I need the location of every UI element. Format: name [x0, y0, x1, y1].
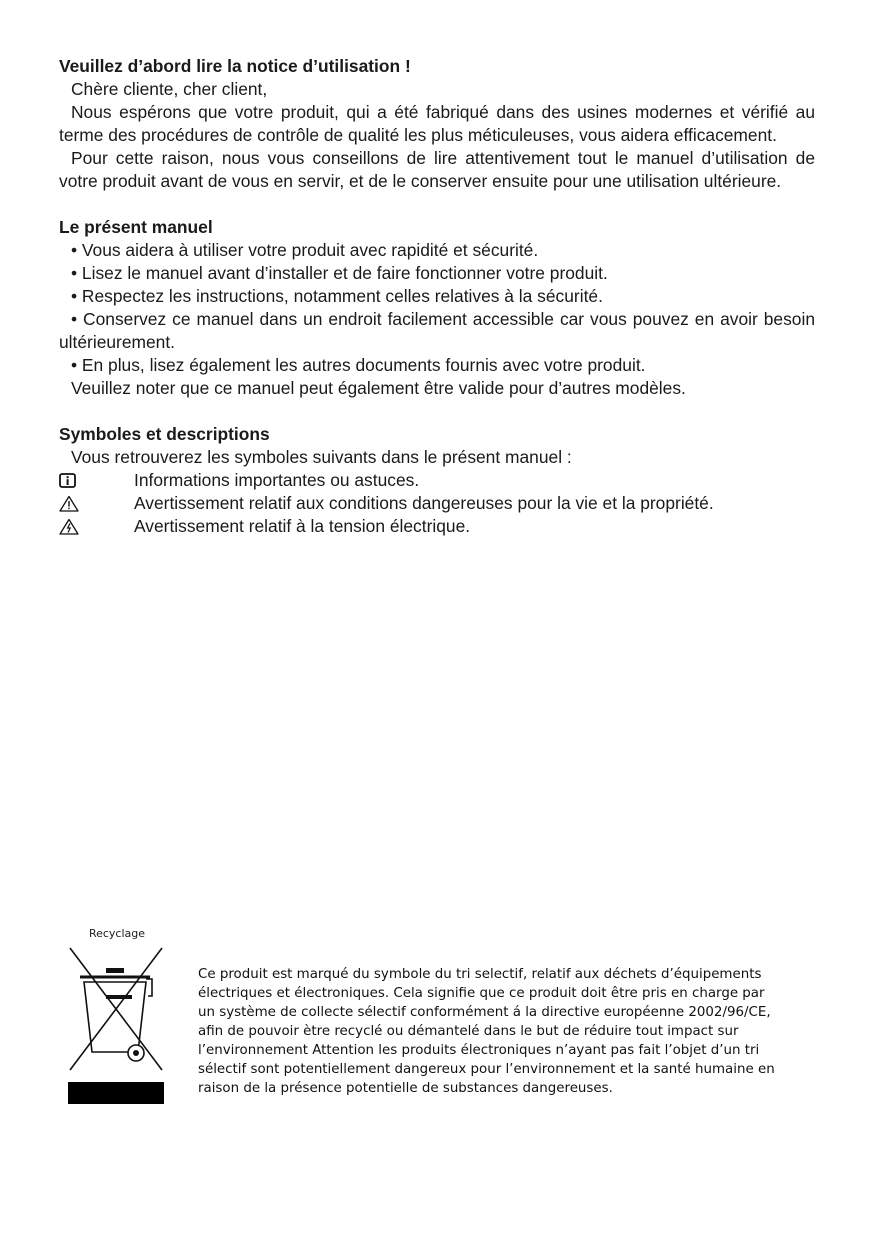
manual-section — [59, 216, 815, 400]
symbol-row-info — [59, 469, 815, 492]
list-item: • Conservez ce manuel dans un endroit facilement accessible car vous pouvez en avoir besoin ultérieurement. — [59, 309, 815, 352]
symbol-row-electric — [59, 515, 815, 538]
warning-icon — [59, 495, 134, 512]
recycling-line: afin de pouvoir ètre recyclé ou démantelé dans le but de réduire tout impact sur — [198, 1024, 739, 1039]
manual-page — [59, 55, 815, 561]
recycling-line: l’environnement Attention les produits électroniques n’ayant pas fait l’objet d’un tri — [198, 1043, 760, 1058]
electric-warning-icon — [59, 518, 134, 535]
symbols-heading: Symboles et descriptions — [59, 424, 270, 444]
recycling-text — [198, 965, 838, 1098]
symbol-description: Avertissement relatif aux conditions dangereuses pour la vie et la propriété. — [134, 493, 714, 513]
symbol-description: Avertissement relatif à la tension électrique. — [134, 516, 471, 536]
list-item: • En plus, lisez également les autres documents fournis avec votre produit. — [71, 355, 646, 375]
symbol-description: Informations importantes ou astuces. — [134, 470, 420, 490]
crossed-bin-icon — [62, 944, 170, 1104]
intro-paragraph-1: Nous espérons que votre produit, qui a été fabriqué dans des usines modernes et vérifié au terme des procédures de contrôle de qualité les plus méticuleuses, vous aidera efficacement. — [59, 102, 815, 145]
recycling-notice — [58, 925, 838, 1115]
info-icon — [59, 473, 134, 489]
recycling-line: raison de la présence potentielle de substances dangereuses. — [198, 1081, 613, 1096]
intro-heading: Veuillez d’abord lire la notice d’utilisation ! — [59, 56, 411, 76]
greeting: Chère cliente, cher client, — [71, 79, 268, 99]
manual-bullet-list — [59, 239, 815, 377]
recycling-line: électriques et électroniques. Cela signifie que ce produit doit être pris en charge par — [198, 986, 765, 1001]
recycling-title: Recyclage — [88, 927, 146, 940]
models-note: Veuillez noter que ce manuel peut également être valide pour d’autres modèles. — [71, 378, 686, 398]
list-item: • Lisez le manuel avant d’installer et de faire fonctionner votre produit. — [71, 263, 608, 283]
intro-paragraph-2: Pour cette raison, nous vous conseillons de lire attentivement tout le manuel d’utilisation de votre produit avant de vous en servir, et de le conserver ensuite pour une utilisation ultérieure. — [59, 148, 815, 191]
symbols-section — [59, 423, 815, 538]
intro-section — [59, 55, 815, 193]
recycling-line: Ce produit est marqué du symbole du tri selectif, relatif aux déchets d’équipements — [198, 967, 762, 982]
recycling-line: un système de collecte sélectif conformément á la directive européenne 2002/96/CE, — [198, 1005, 771, 1020]
symbol-row-warning — [59, 492, 815, 515]
manual-heading: Le présent manuel — [59, 217, 213, 237]
recycling-line: sélectif sont potentiellement dangereux pour l’environnement et la santé humaine en — [198, 1062, 775, 1077]
symbols-intro: Vous retrouverez les symboles suivants dans le présent manuel : — [71, 447, 572, 467]
list-item: • Vous aidera à utiliser votre produit avec rapidité et sécurité. — [71, 240, 539, 260]
list-item: • Respectez les instructions, notamment celles relatives à la sécurité. — [71, 286, 603, 306]
